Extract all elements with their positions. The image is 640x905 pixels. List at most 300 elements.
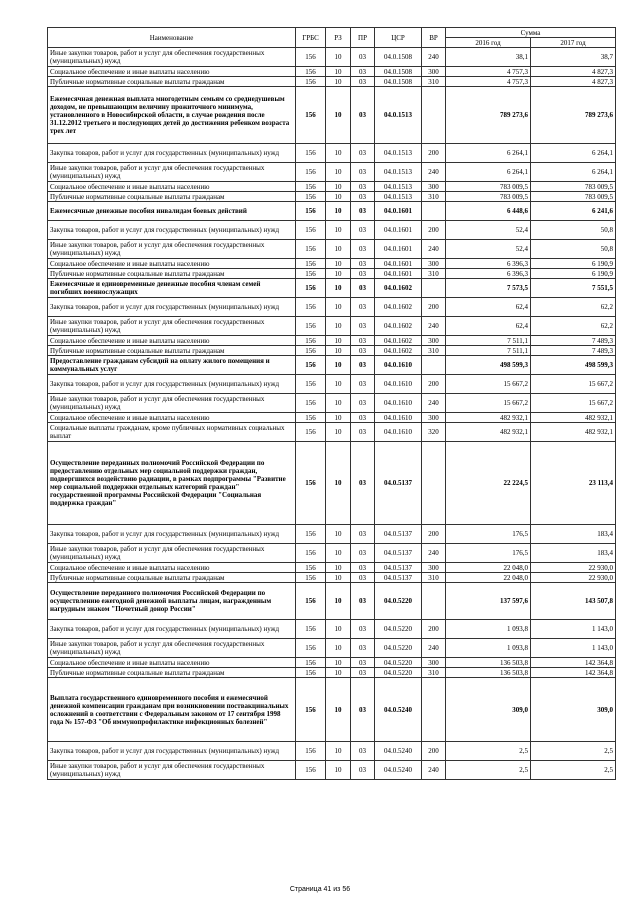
table-row — [48, 375, 616, 394]
row-grbs: 156 — [296, 356, 326, 375]
header-sum: Сумма — [446, 28, 616, 38]
table-row — [48, 442, 616, 525]
row-csr: 04.0.1602 — [375, 317, 422, 336]
row-pr: 03 — [351, 563, 375, 573]
table-row — [48, 573, 616, 583]
row-vr — [422, 678, 446, 742]
row-rz: 10 — [326, 298, 351, 317]
table-row — [48, 394, 616, 413]
table-row — [48, 279, 616, 298]
row-sum-2016: 38,1 — [446, 48, 531, 67]
row-csr: 04.0.1610 — [375, 375, 422, 394]
row-sum-2017: 309,0 — [531, 678, 616, 742]
row-csr: 04.0.1508 — [375, 48, 422, 67]
row-name: Предоставление гражданам субсидий на оплату жилого помещения и коммунальных услуг — [48, 356, 296, 375]
table-row — [48, 317, 616, 336]
row-pr: 03 — [351, 583, 375, 620]
row-csr: 04.0.1602 — [375, 346, 422, 356]
row-sum-2017: 7 551,5 — [531, 279, 616, 298]
row-sum-2016: 62,4 — [446, 298, 531, 317]
row-rz: 10 — [326, 259, 351, 269]
row-rz: 10 — [326, 221, 351, 240]
row-grbs: 156 — [296, 317, 326, 336]
row-sum-2017: 2,5 — [531, 742, 616, 761]
table-row — [48, 525, 616, 544]
row-grbs: 156 — [296, 583, 326, 620]
row-sum-2017: 6 264,1 — [531, 144, 616, 163]
row-grbs: 156 — [296, 761, 326, 780]
row-rz: 10 — [326, 742, 351, 761]
table-row — [48, 620, 616, 639]
row-rz: 10 — [326, 269, 351, 279]
row-name: Осуществление переданных полномочий Российской Федерации по предоставлению отдельных мер социальной поддержки граждан, подвергшихся воздействию радиации, в рамках подпрограммы "Развитие мер социальной поддержки отдельных категорий граждан" государственной программы Российской Федерации "Социальная поддержка граждан" — [48, 442, 296, 525]
row-rz: 10 — [326, 356, 351, 375]
row-rz: 10 — [326, 317, 351, 336]
row-name: Осуществление переданного полномочия Российской Федерации по осуществлению ежегодной денежной выплаты лицам, награжденным нагрудным знаком "Почетный донор России" — [48, 583, 296, 620]
row-grbs: 156 — [296, 77, 326, 87]
header-vr: ВР — [422, 28, 446, 48]
row-vr: 240 — [422, 163, 446, 182]
row-csr: 04.0.1610 — [375, 413, 422, 423]
row-rz: 10 — [326, 48, 351, 67]
row-pr: 03 — [351, 742, 375, 761]
row-csr: 04.0.1602 — [375, 336, 422, 346]
budget-table — [47, 27, 616, 780]
table-row — [48, 67, 616, 77]
row-sum-2017: 22 930,0 — [531, 573, 616, 583]
row-sum-2017: 1 143,0 — [531, 639, 616, 658]
row-sum-2017: 183,4 — [531, 544, 616, 563]
row-vr: 310 — [422, 573, 446, 583]
row-name: Иные закупки товаров, работ и услуг для обеспечения государственных (муниципальных) нужд — [48, 639, 296, 658]
row-grbs: 156 — [296, 620, 326, 639]
row-pr: 03 — [351, 442, 375, 525]
table-row — [48, 144, 616, 163]
row-vr: 240 — [422, 639, 446, 658]
row-pr: 03 — [351, 573, 375, 583]
row-sum-2016: 176,5 — [446, 544, 531, 563]
row-sum-2017: 142 364,8 — [531, 658, 616, 668]
row-vr: 310 — [422, 77, 446, 87]
row-rz: 10 — [326, 336, 351, 346]
row-pr: 03 — [351, 423, 375, 442]
row-rz: 10 — [326, 67, 351, 77]
row-csr: 04.0.5137 — [375, 525, 422, 544]
table-row — [48, 678, 616, 742]
row-rz: 10 — [326, 346, 351, 356]
row-name: Публичные нормативные социальные выплаты гражданам — [48, 346, 296, 356]
row-csr: 04.0.5240 — [375, 761, 422, 780]
row-csr: 04.0.1513 — [375, 192, 422, 202]
row-csr: 04.0.5220 — [375, 583, 422, 620]
row-grbs: 156 — [296, 423, 326, 442]
table-row — [48, 202, 616, 221]
row-rz: 10 — [326, 163, 351, 182]
row-sum-2017: 482 932,1 — [531, 423, 616, 442]
row-sum-2016: 6 396,3 — [446, 259, 531, 269]
row-rz: 10 — [326, 182, 351, 192]
table-row — [48, 163, 616, 182]
table-row — [48, 259, 616, 269]
row-grbs: 156 — [296, 240, 326, 259]
row-sum-2016: 6 264,1 — [446, 144, 531, 163]
row-csr: 04.0.5137 — [375, 573, 422, 583]
row-grbs: 156 — [296, 298, 326, 317]
row-sum-2016: 6 448,6 — [446, 202, 531, 221]
table-row — [48, 298, 616, 317]
row-vr — [422, 583, 446, 620]
row-pr: 03 — [351, 298, 375, 317]
header-rz: РЗ — [326, 28, 351, 48]
row-pr: 03 — [351, 678, 375, 742]
row-pr: 03 — [351, 48, 375, 67]
row-grbs: 156 — [296, 48, 326, 67]
row-csr: 04.0.1513 — [375, 144, 422, 163]
row-csr: 04.0.5137 — [375, 544, 422, 563]
header-name: Наименование — [48, 28, 296, 48]
row-sum-2017: 50,8 — [531, 240, 616, 259]
row-csr: 04.0.1601 — [375, 259, 422, 269]
row-vr: 310 — [422, 668, 446, 678]
row-sum-2016: 22 048,0 — [446, 563, 531, 573]
row-csr: 04.0.5220 — [375, 668, 422, 678]
row-csr: 04.0.5220 — [375, 658, 422, 668]
row-grbs: 156 — [296, 573, 326, 583]
row-name: Социальные выплаты гражданам, кроме публичных нормативных социальных выплат — [48, 423, 296, 442]
table-row — [48, 269, 616, 279]
row-name: Закупка товаров, работ и услуг для государственных (муниципальных) нужд — [48, 742, 296, 761]
row-pr: 03 — [351, 202, 375, 221]
header-pr: ПР — [351, 28, 375, 48]
row-sum-2017: 7 489,3 — [531, 346, 616, 356]
row-csr: 04.0.1601 — [375, 240, 422, 259]
row-sum-2017: 6 264,1 — [531, 163, 616, 182]
page-number: Страница 41 из 56 — [289, 886, 351, 893]
row-sum-2017: 4 827,3 — [531, 77, 616, 87]
row-name: Социальное обеспечение и иные выплаты населению — [48, 67, 296, 77]
row-pr: 03 — [351, 144, 375, 163]
row-sum-2017: 783 009,5 — [531, 192, 616, 202]
table-row — [48, 192, 616, 202]
row-name: Иные закупки товаров, работ и услуг для обеспечения государственных (муниципальных) нужд — [48, 163, 296, 182]
row-grbs: 156 — [296, 221, 326, 240]
row-grbs: 156 — [296, 67, 326, 77]
row-sum-2016: 137 597,6 — [446, 583, 531, 620]
row-name: Закупка товаров, работ и услуг для государственных (муниципальных) нужд — [48, 221, 296, 240]
row-rz: 10 — [326, 202, 351, 221]
row-rz: 10 — [326, 563, 351, 573]
row-name: Социальное обеспечение и иные выплаты населению — [48, 413, 296, 423]
row-csr: 04.0.1610 — [375, 356, 422, 375]
row-grbs: 156 — [296, 87, 326, 144]
row-csr: 04.0.5240 — [375, 678, 422, 742]
row-grbs: 156 — [296, 192, 326, 202]
row-sum-2016: 22 224,5 — [446, 442, 531, 525]
row-rz: 10 — [326, 279, 351, 298]
row-vr: 240 — [422, 761, 446, 780]
row-vr: 200 — [422, 525, 446, 544]
row-grbs: 156 — [296, 336, 326, 346]
row-rz: 10 — [326, 375, 351, 394]
row-sum-2016: 4 757,3 — [446, 77, 531, 87]
row-name: Закупка товаров, работ и услуг для государственных (муниципальных) нужд — [48, 298, 296, 317]
table-row — [48, 742, 616, 761]
row-grbs: 156 — [296, 394, 326, 413]
row-sum-2016: 7 573,5 — [446, 279, 531, 298]
row-csr: 04.0.1513 — [375, 163, 422, 182]
row-sum-2016: 15 667,2 — [446, 394, 531, 413]
row-vr: 200 — [422, 620, 446, 639]
row-rz: 10 — [326, 87, 351, 144]
row-name: Закупка товаров, работ и услуг для государственных (муниципальных) нужд — [48, 375, 296, 394]
table-row — [48, 240, 616, 259]
row-sum-2016: 4 757,3 — [446, 67, 531, 77]
header-csr: ЦСР — [375, 28, 422, 48]
row-pr: 03 — [351, 761, 375, 780]
row-rz: 10 — [326, 620, 351, 639]
row-sum-2016: 52,4 — [446, 240, 531, 259]
row-pr: 03 — [351, 658, 375, 668]
row-pr: 03 — [351, 259, 375, 269]
row-grbs: 156 — [296, 563, 326, 573]
row-pr: 03 — [351, 77, 375, 87]
row-name: Социальное обеспечение и иные выплаты населению — [48, 182, 296, 192]
row-rz: 10 — [326, 192, 351, 202]
row-rz: 10 — [326, 423, 351, 442]
row-vr: 200 — [422, 375, 446, 394]
row-vr: 240 — [422, 544, 446, 563]
row-sum-2016: 136 503,8 — [446, 658, 531, 668]
table-row — [48, 658, 616, 668]
row-name: Социальное обеспечение и иные выплаты населению — [48, 658, 296, 668]
row-sum-2017: 15 667,2 — [531, 394, 616, 413]
row-vr: 240 — [422, 394, 446, 413]
row-name: Социальное обеспечение и иные выплаты населению — [48, 259, 296, 269]
row-csr: 04.0.5220 — [375, 639, 422, 658]
row-sum-2016: 309,0 — [446, 678, 531, 742]
row-sum-2017: 142 364,8 — [531, 668, 616, 678]
row-sum-2016: 7 511,1 — [446, 346, 531, 356]
row-sum-2016: 783 009,5 — [446, 192, 531, 202]
row-rz: 10 — [326, 394, 351, 413]
row-csr: 04.0.1601 — [375, 221, 422, 240]
table-row — [48, 761, 616, 780]
row-sum-2017: 143 507,8 — [531, 583, 616, 620]
row-csr: 04.0.1513 — [375, 87, 422, 144]
row-sum-2017: 23 113,4 — [531, 442, 616, 525]
row-csr: 04.0.5137 — [375, 442, 422, 525]
row-pr: 03 — [351, 240, 375, 259]
row-sum-2017: 1 143,0 — [531, 620, 616, 639]
row-name: Публичные нормативные социальные выплаты гражданам — [48, 668, 296, 678]
row-rz: 10 — [326, 678, 351, 742]
row-sum-2016: 22 048,0 — [446, 573, 531, 583]
row-grbs: 156 — [296, 742, 326, 761]
header-grbs: ГРБС — [296, 28, 326, 48]
table-row — [48, 336, 616, 346]
row-pr: 03 — [351, 87, 375, 144]
row-pr: 03 — [351, 163, 375, 182]
row-pr: 03 — [351, 279, 375, 298]
row-vr — [422, 356, 446, 375]
row-sum-2016: 176,5 — [446, 525, 531, 544]
row-grbs: 156 — [296, 346, 326, 356]
row-grbs: 156 — [296, 259, 326, 269]
row-sum-2016: 498 599,3 — [446, 356, 531, 375]
row-pr: 03 — [351, 317, 375, 336]
table-row — [48, 639, 616, 658]
row-vr: 300 — [422, 563, 446, 573]
row-csr: 04.0.5220 — [375, 620, 422, 639]
row-rz: 10 — [326, 668, 351, 678]
table-row — [48, 423, 616, 442]
row-pr: 03 — [351, 182, 375, 192]
row-name: Публичные нормативные социальные выплаты гражданам — [48, 77, 296, 87]
row-grbs: 156 — [296, 678, 326, 742]
row-rz: 10 — [326, 658, 351, 668]
row-sum-2016: 2,5 — [446, 761, 531, 780]
row-vr: 200 — [422, 144, 446, 163]
row-sum-2017: 6 190,9 — [531, 269, 616, 279]
row-sum-2016: 6 396,3 — [446, 269, 531, 279]
row-rz: 10 — [326, 639, 351, 658]
row-name: Иные закупки товаров, работ и услуг для обеспечения государственных (муниципальных) нужд — [48, 317, 296, 336]
row-vr: 300 — [422, 67, 446, 77]
table-row — [48, 87, 616, 144]
row-csr: 04.0.1602 — [375, 279, 422, 298]
row-name: Ежемесячные и единовременные денежные пособия членам семей погибших военнослужащих — [48, 279, 296, 298]
row-sum-2017: 62,2 — [531, 317, 616, 336]
row-name: Иные закупки товаров, работ и услуг для обеспечения государственных (муниципальных) нужд — [48, 394, 296, 413]
row-pr: 03 — [351, 356, 375, 375]
row-grbs: 156 — [296, 375, 326, 394]
table-row — [48, 77, 616, 87]
row-pr: 03 — [351, 192, 375, 202]
row-vr — [422, 279, 446, 298]
row-sum-2016: 1 093,8 — [446, 620, 531, 639]
row-name: Публичные нормативные социальные выплаты гражданам — [48, 192, 296, 202]
row-vr — [422, 202, 446, 221]
row-csr: 04.0.1610 — [375, 423, 422, 442]
row-sum-2017: 183,4 — [531, 525, 616, 544]
row-name: Ежемесячные денежные пособия инвалидам боевых действий — [48, 202, 296, 221]
row-grbs: 156 — [296, 202, 326, 221]
row-pr: 03 — [351, 336, 375, 346]
row-vr — [422, 442, 446, 525]
row-sum-2016: 52,4 — [446, 221, 531, 240]
row-vr: 310 — [422, 192, 446, 202]
row-vr — [422, 87, 446, 144]
row-sum-2017: 38,7 — [531, 48, 616, 67]
row-sum-2016: 2,5 — [446, 742, 531, 761]
row-grbs: 156 — [296, 279, 326, 298]
row-pr: 03 — [351, 346, 375, 356]
table-row — [48, 413, 616, 423]
row-sum-2016: 783 009,5 — [446, 182, 531, 192]
row-grbs: 156 — [296, 163, 326, 182]
row-sum-2016: 15 667,2 — [446, 375, 531, 394]
row-name: Ежемесячная денежная выплата многодетным семьям со среднедушевым доходом, не превышающим величину прожиточного минимума, установленного в Новосибирской области, в случае рождения после 31.12.2012 третьего и последующих детей до достижения ребенком возраста трех лет — [48, 87, 296, 144]
row-sum-2016: 482 932,1 — [446, 413, 531, 423]
table-row — [48, 563, 616, 573]
row-vr: 310 — [422, 269, 446, 279]
row-sum-2016: 482 932,1 — [446, 423, 531, 442]
row-rz: 10 — [326, 583, 351, 620]
row-name: Социальное обеспечение и иные выплаты населению — [48, 336, 296, 346]
row-sum-2017: 15 667,2 — [531, 375, 616, 394]
row-sum-2017: 482 932,1 — [531, 413, 616, 423]
row-name: Социальное обеспечение и иные выплаты населению — [48, 563, 296, 573]
row-csr: 04.0.1602 — [375, 298, 422, 317]
row-sum-2016: 7 511,1 — [446, 336, 531, 346]
row-vr: 310 — [422, 346, 446, 356]
row-pr: 03 — [351, 375, 375, 394]
row-name: Иные закупки товаров, работ и услуг для обеспечения государственных (муниципальных) нужд — [48, 544, 296, 563]
row-pr: 03 — [351, 413, 375, 423]
row-grbs: 156 — [296, 413, 326, 423]
row-sum-2016: 62,4 — [446, 317, 531, 336]
row-rz: 10 — [326, 240, 351, 259]
row-rz: 10 — [326, 573, 351, 583]
row-sum-2016: 789 273,6 — [446, 87, 531, 144]
row-sum-2016: 136 503,8 — [446, 668, 531, 678]
row-sum-2016: 6 264,1 — [446, 163, 531, 182]
row-vr: 240 — [422, 317, 446, 336]
header-year-2017: 2017 год — [531, 38, 616, 48]
row-sum-2017: 22 930,0 — [531, 563, 616, 573]
row-sum-2017: 7 489,3 — [531, 336, 616, 346]
row-csr: 04.0.1508 — [375, 77, 422, 87]
row-pr: 03 — [351, 544, 375, 563]
row-name: Публичные нормативные социальные выплаты гражданам — [48, 269, 296, 279]
table-row — [48, 356, 616, 375]
row-sum-2017: 50,8 — [531, 221, 616, 240]
row-vr: 320 — [422, 423, 446, 442]
row-vr: 200 — [422, 298, 446, 317]
row-grbs: 156 — [296, 182, 326, 192]
row-name: Закупка товаров, работ и услуг для государственных (муниципальных) нужд — [48, 144, 296, 163]
row-grbs: 156 — [296, 144, 326, 163]
row-grbs: 156 — [296, 658, 326, 668]
row-vr: 200 — [422, 221, 446, 240]
row-sum-2017: 6 190,9 — [531, 259, 616, 269]
row-name: Иные закупки товаров, работ и услуг для обеспечения государственных (муниципальных) нужд — [48, 240, 296, 259]
row-pr: 03 — [351, 525, 375, 544]
row-grbs: 156 — [296, 525, 326, 544]
table-body — [48, 48, 616, 780]
row-csr: 04.0.1610 — [375, 394, 422, 413]
row-pr: 03 — [351, 67, 375, 77]
row-name: Закупка товаров, работ и услуг для государственных (муниципальных) нужд — [48, 525, 296, 544]
row-vr: 300 — [422, 182, 446, 192]
row-rz: 10 — [326, 761, 351, 780]
row-name: Иные закупки товаров, работ и услуг для обеспечения государственных (муниципальных) нужд — [48, 48, 296, 67]
row-rz: 10 — [326, 442, 351, 525]
row-name: Иные закупки товаров, работ и услуг для обеспечения государственных (муниципальных) нужд — [48, 761, 296, 780]
row-sum-2017: 2,5 — [531, 761, 616, 780]
table-row — [48, 48, 616, 67]
row-sum-2017: 4 827,3 — [531, 67, 616, 77]
row-vr: 240 — [422, 240, 446, 259]
row-grbs: 156 — [296, 639, 326, 658]
row-sum-2017: 498 599,3 — [531, 356, 616, 375]
row-csr: 04.0.1601 — [375, 269, 422, 279]
row-csr: 04.0.5240 — [375, 742, 422, 761]
row-rz: 10 — [326, 544, 351, 563]
row-name: Публичные нормативные социальные выплаты гражданам — [48, 573, 296, 583]
table-row — [48, 668, 616, 678]
row-csr: 04.0.1508 — [375, 67, 422, 77]
